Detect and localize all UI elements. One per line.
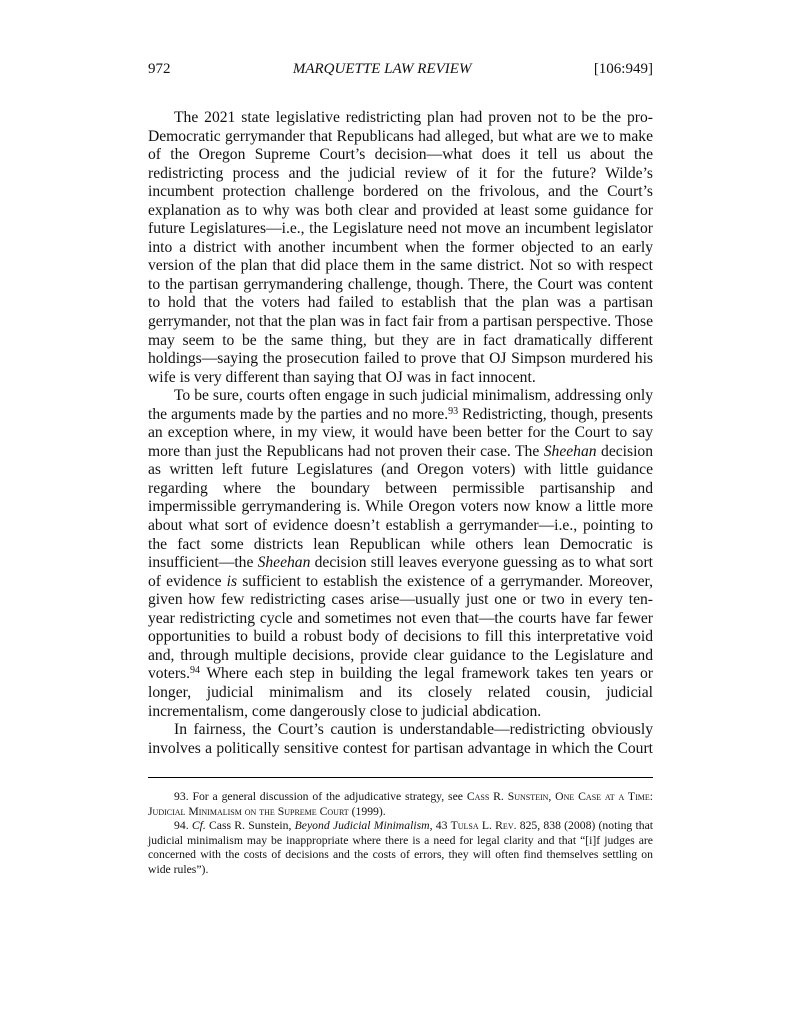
running-header bbox=[148, 61, 653, 78]
text-run: Cass R. Sunstein, bbox=[205, 819, 295, 833]
text-run: (1999). bbox=[348, 804, 386, 818]
text-run: In fairness, the Court’s caution is understandable—redistricting obviously involves a politically sensitive contest for partisan advantage in which the Court bbox=[148, 721, 653, 757]
text-run: The 2021 state legislative redistricting plan had proven not to be the pro-Democratic gerrymander that Republicans had alleged, but what are we to make of the Oregon Supreme Court’s decision—what does it tell us about the redistricting process and the judicial review of it for the future? Wilde’s incumbent protection challenge bordered on the frivolous, and the Court’s explanation as to why was both clear and provided at least some guidance for future Legislatures—i.e., the Legislature need not move an incumbent legislator into a district with another incumbent when the former objected to an early version of the plan that did place them in the same district. Not so with respect to the partisan gerrymandering challenge, though. There, the Court was content to hold that the voters had failed to establish that the plan was a partisan gerrymander, not that the plan was in fact fair from a partisan perspective. Those may seem to be the same thing, but they are in fact dramatically different holdings—saying the prosecution failed to prove that OJ Simpson murdered his wife is very different than saying that OJ was in fact innocent. bbox=[148, 109, 653, 386]
footnote-divider bbox=[148, 777, 653, 778]
volume-citation: [106:949] bbox=[593, 61, 653, 77]
italic-text: Sheehan bbox=[543, 442, 597, 460]
footnote-reference: 93 bbox=[448, 405, 459, 417]
page-number: 972 bbox=[148, 61, 171, 77]
text-run: decision as written left future Legislatures (and Oregon voters) with little guidance regarding where the boundary between permissible partisanship and impermissible gerrymandering is. While Oregon voters now know a little more about what sort of evidence doesn’t establish a gerrymander—i.e., pointing to the fact some districts lean Republican while others lean Democratic is insufficient—the bbox=[148, 442, 653, 572]
italic-text: Cf. bbox=[191, 819, 206, 833]
text-run: To be sure, courts often engage in such judicial minimalism, addressing only the arguments made by the parties and no more. bbox=[148, 387, 653, 423]
body-text bbox=[148, 109, 653, 758]
text-run: , 43 bbox=[429, 819, 451, 833]
footnote-94 bbox=[148, 819, 653, 877]
paragraph bbox=[148, 721, 653, 758]
text-run: 93. For a general discussion of the adjudicative strategy, see bbox=[174, 790, 467, 803]
text-run: 825, 838 (2008) (noting that judicial minimalism may be inappropriate where there is a need for legal clarity and that “[i]f judges are concerned with the costs of decisions and the costs of errors, they will often find themselves settling on wide rules”). bbox=[148, 819, 654, 876]
footnote-93 bbox=[148, 790, 653, 819]
paragraph bbox=[148, 109, 653, 387]
italic-text: Sheehan bbox=[257, 554, 311, 572]
small-caps-text: Cass R. Sunstein, One Case at a Time: Judicial Minimalism on the Supreme Court bbox=[148, 790, 653, 818]
italic-text: Beyond Judicial Minimalism bbox=[294, 819, 430, 833]
text-run: Redistricting, though, presents an exception where, in my view, it would have been better for the Court to say more than just the Republicans had not proven their case. The bbox=[148, 405, 653, 460]
journal-title: MARQUETTE LAW REVIEW bbox=[292, 61, 472, 77]
text-run: decision still leaves everyone guessing as to what sort of evidence bbox=[148, 554, 653, 590]
paragraph bbox=[148, 387, 653, 721]
text-run: sufficient to establish the existence of a gerrymander. Moreover, given how few redistricting cases arise—usually just one or two in every ten-year redistricting cycle and sometimes not even that—the courts have far fewer opportunities to build a robust body of decisions to fill this interpretative void and, through multiple decisions, provide clear guidance to the Legislature and voters. bbox=[148, 572, 653, 683]
footnotes bbox=[148, 790, 653, 878]
text-run: 94. bbox=[174, 819, 192, 833]
italic-text: is bbox=[226, 572, 238, 590]
text-run: Where each step in building the legal framework takes ten years or longer, judicial minimalism and its closely related cousin, judicial incrementalism, come dangerously close to judicial abdication. bbox=[148, 665, 653, 720]
footnote-reference: 94 bbox=[190, 665, 201, 677]
small-caps-text: Tulsa L. Rev. bbox=[450, 819, 517, 833]
